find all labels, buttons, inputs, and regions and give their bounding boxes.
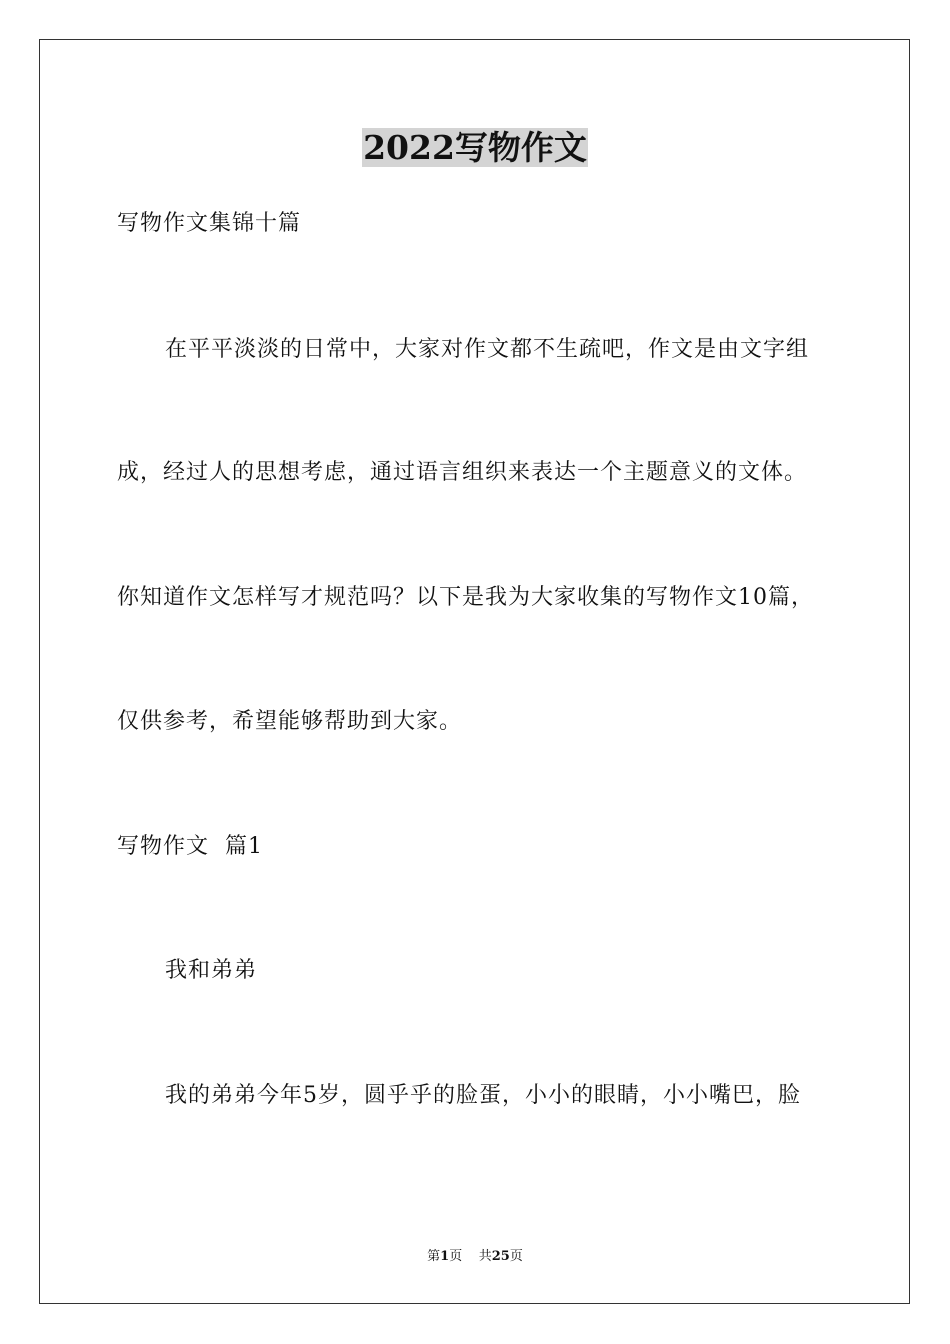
intro-line-3: 你知道作文怎样写才规范吗？以下是我为大家收集的写物作文10篇， xyxy=(117,585,814,610)
section-heading: 写物作文 篇1 xyxy=(117,834,263,859)
essay-title: 我和弟弟 xyxy=(165,958,258,983)
footer-page-number: 1 xyxy=(440,1249,450,1264)
intro-line-2: 成，经过人的思想考虑，通过语言组织来表达一个主题意义的文体。 xyxy=(117,460,808,485)
essay-line-1: 我的弟弟今年5岁，圆乎乎的脸蛋，小小的眼睛，小小嘴巴，脸 xyxy=(165,1083,801,1108)
footer-total-pages: 25 xyxy=(491,1249,510,1264)
page-footer xyxy=(0,1248,950,1266)
intro-line-1: 在平平淡淡的日常中，大家对作文都不生疏吧，作文是由文字组 xyxy=(165,337,810,362)
footer-total-prefix: 共 xyxy=(478,1249,492,1264)
document-title-text: 2022写物作文 xyxy=(363,128,587,167)
document-title xyxy=(0,128,950,168)
document-subtitle: 写物作文集锦十篇 xyxy=(117,211,302,236)
footer-page-prefix: 第 xyxy=(427,1249,441,1264)
footer-total-suffix: 页 xyxy=(509,1249,523,1264)
intro-line-4: 仅供参考，希望能够帮助到大家。 xyxy=(117,709,463,734)
footer-page-suffix: 页 xyxy=(449,1249,463,1264)
